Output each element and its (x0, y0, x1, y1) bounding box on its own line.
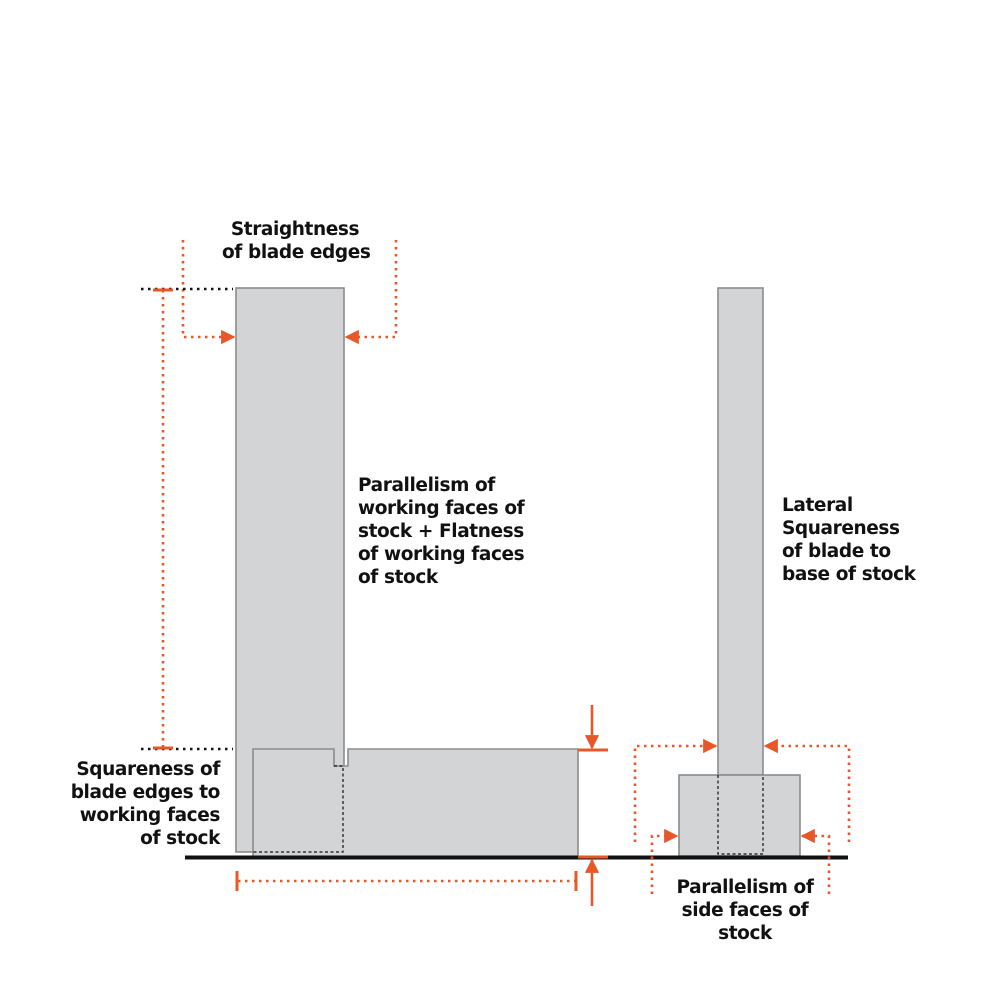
label-squareness-blade-edges: Squareness of blade edges to working faces of stock (70, 759, 220, 849)
label-lateral-squareness: Lateral Squareness of blade to base of stock (782, 495, 916, 585)
stock-end (679, 775, 800, 856)
stock-side (253, 749, 578, 857)
blade-end (718, 288, 763, 775)
label-straightness: Straightness of blade edges (222, 219, 371, 263)
label-parallelism-working-faces: Parallelism of working faces of stock + Flatness of working faces of stock (358, 475, 525, 588)
label-parallelism-side-faces: Parallelism of side faces of stock (676, 877, 814, 944)
